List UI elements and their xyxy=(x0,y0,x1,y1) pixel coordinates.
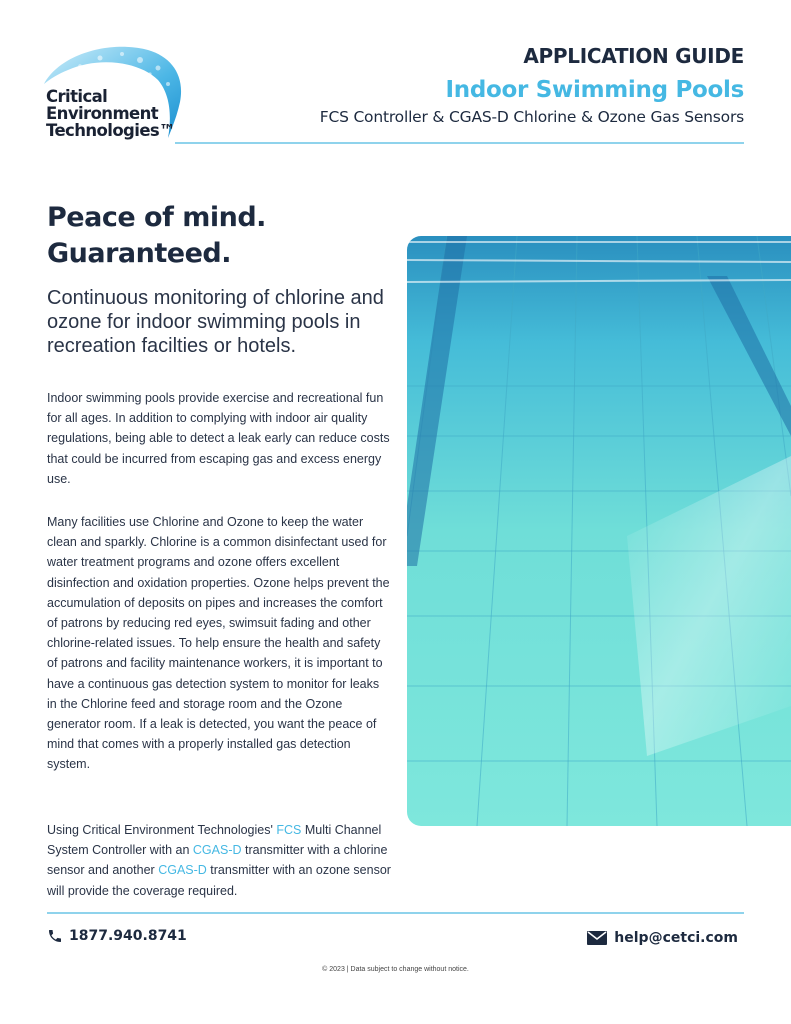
footer-divider xyxy=(47,912,744,914)
document-header xyxy=(320,44,744,126)
phone-number: 1877.940.8741 xyxy=(69,928,187,944)
headline-line-2: Guaranteed. xyxy=(47,238,231,269)
header-divider xyxy=(175,142,744,144)
logo-line-3: Technologies™ xyxy=(46,121,176,140)
cgas-d-link-1[interactable]: CGAS-D xyxy=(192,843,242,858)
phone-contact[interactable] xyxy=(47,928,187,944)
paragraph-3-text-c: transmitter with a chlorine sensor and another xyxy=(47,843,388,878)
logo-line-1: Critical xyxy=(46,87,108,106)
pool-photo xyxy=(407,236,791,826)
paragraph-3-text-b: Multi Channel System Controller with an xyxy=(47,823,382,858)
document-type-label: APPLICATION GUIDE xyxy=(523,44,744,68)
paragraph-3-text-a: Using Critical Environment Technologies' xyxy=(47,823,277,837)
body-paragraph-1: Indoor swimming pools provide exercise and recreational fun for all ages. In addition to complying with indoor air quality regulations, being able to detect a leak early can reduce costs that could be incurred from escaping gas and excess energy use. xyxy=(47,391,390,486)
company-logo xyxy=(40,44,190,154)
paragraph-3-text-d: transmitter with an ozone sensor will provide the coverage required. xyxy=(47,863,391,898)
envelope-icon xyxy=(587,931,607,945)
fcs-link[interactable]: FCS xyxy=(276,823,302,837)
body-paragraph-3 xyxy=(47,820,392,901)
body-paragraph-2: Many facilities use Chlorine and Ozone to keep the water clean and sparkly. Chlorine is a common disinfectant used for water treatment programs and ozone offers excellent disinfection and oxidation properties. Ozone helps prevent the accumulation of deposits on pipes and increases the comfort of patrons by reducing red eyes, swimsuit fading and other chlorine-related issues. To help ensure the health and safety of patrons and facility maintenance workers, it is important to have a continuous gas detection system to monitor for leaks in the Chlorine feed and storage room and the Ozone generator room. If a leak is detected, you want the peace of mind that comes with a properly installed gas detection system. xyxy=(47,515,390,772)
headline-line-1: Peace of mind. xyxy=(47,202,266,233)
phone-icon xyxy=(47,928,63,944)
pool-water-image xyxy=(407,236,791,826)
document-title: Indoor Swimming Pools xyxy=(445,77,744,103)
email-contact[interactable] xyxy=(587,930,738,946)
intro-statement: Continuous monitoring of chlorine and ozone for indoor swimming pools in recreation facilties or hotels. xyxy=(47,287,384,357)
copyright-notice: © 2023 | Data subject to change without notice. xyxy=(322,966,469,973)
email-address: help@cetci.com xyxy=(614,930,738,946)
logo-wordmark xyxy=(46,88,175,139)
page-headline xyxy=(47,200,266,272)
cgas-d-link-2[interactable]: CGAS-D xyxy=(158,863,207,878)
logo-line-2: Environment xyxy=(46,104,159,123)
products-subtitle: FCS Controller & CGAS-D Chlorine & Ozone Gas Sensors xyxy=(319,108,744,126)
